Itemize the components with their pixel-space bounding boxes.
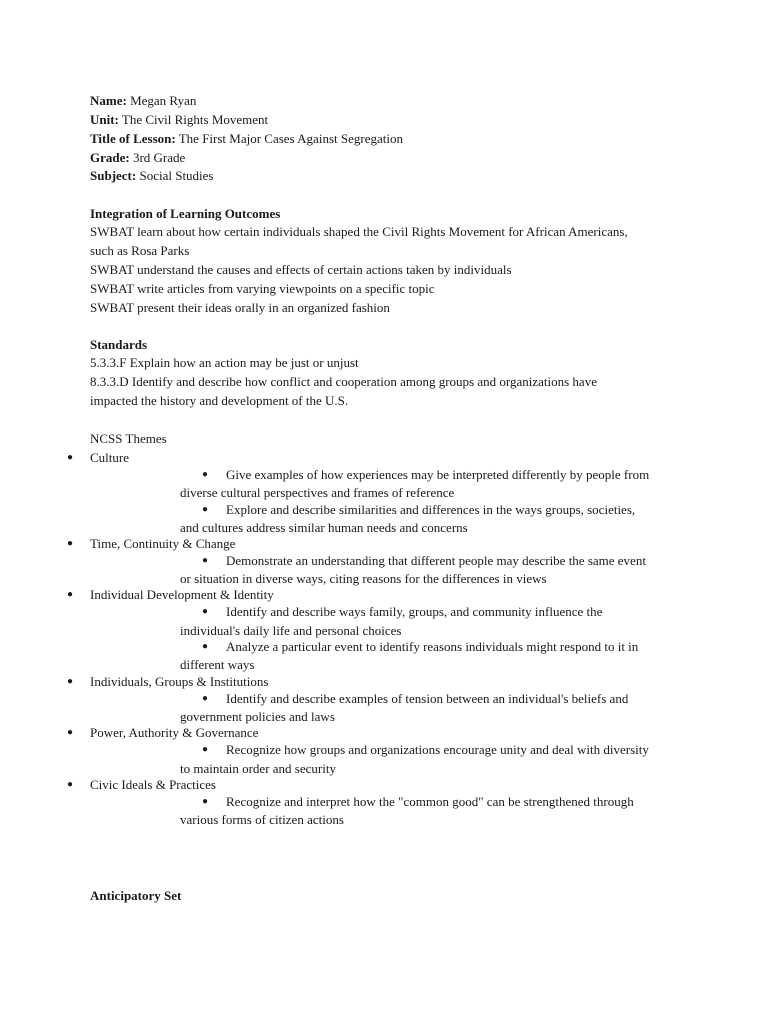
bullet-icon: ● [67, 727, 74, 738]
theme-item-line: Explore and describe similarities and differences in the ways groups, societies, [226, 502, 636, 517]
name-value: Megan Ryan [130, 93, 197, 108]
bullet-icon: ● [67, 538, 74, 549]
lesson-title-label: Title of Lesson: [90, 131, 176, 146]
theme-item-line: government policies and laws [180, 709, 335, 724]
name-label: Name: [90, 93, 127, 108]
theme-item-line: Identify and describe examples of tension between an individual's beliefs and [226, 691, 629, 706]
outcome-line: such as Rosa Parks [90, 243, 190, 258]
outcome-line: SWBAT present their ideas orally in an organized fashion [90, 300, 390, 315]
outcome-line: SWBAT understand the causes and effects of certain actions taken by individuals [90, 262, 512, 277]
anticipatory-set-heading: Anticipatory Set [90, 888, 182, 903]
theme-item-line: Recognize and interpret how the "common good" can be strengthened through [226, 794, 634, 809]
theme-item-line: Demonstrate an understanding that different people may describe the same event [226, 553, 646, 568]
theme-item-line: various forms of citizen actions [180, 812, 344, 827]
bullet-icon: ● [202, 641, 209, 652]
unit-line [90, 111, 268, 129]
outcomes-heading: Integration of Learning Outcomes [90, 206, 281, 221]
name-line [90, 92, 196, 110]
grade-label: Grade: [90, 150, 130, 165]
theme-item-line: Identify and describe ways family, groups, and community influence the [226, 604, 603, 619]
standard-line: 8.3.3.D Identify and describe how conflict and cooperation among groups and organizations have [90, 374, 597, 389]
theme-label: Culture [90, 450, 129, 465]
theme-item-line: Recognize how groups and organizations encourage unity and deal with diversity [226, 742, 649, 757]
subject-value: Social Studies [139, 168, 214, 183]
bullet-icon: ● [202, 606, 209, 617]
theme-item-line: Analyze a particular event to identify reasons individuals might respond to it in [226, 639, 639, 654]
grade-line [90, 149, 185, 167]
bullet-icon: ● [67, 779, 74, 790]
unit-value: The Civil Rights Movement [121, 112, 269, 127]
theme-item-line: Give examples of how experiences may be interpreted differently by people from [226, 467, 650, 482]
theme-label: Civic Ideals & Practices [90, 777, 216, 792]
standard-line: 5.3.3.F Explain how an action may be just or unjust [90, 355, 359, 370]
outcome-line: SWBAT write articles from varying viewpoints on a specific topic [90, 281, 435, 296]
bullet-icon: ● [67, 676, 74, 687]
theme-item-line: or situation in diverse ways, citing reasons for the differences in views [180, 571, 547, 586]
bullet-icon: ● [202, 796, 209, 807]
unit-label: Unit: [90, 112, 119, 127]
theme-label: Time, Continuity & Change [90, 536, 236, 551]
lesson-title-value: The First Major Cases Against Segregation [178, 131, 403, 146]
theme-label: Individual Development & Identity [90, 587, 274, 602]
theme-item-line: different ways [180, 657, 255, 672]
bullet-icon: ● [67, 452, 74, 463]
theme-label: Power, Authority & Governance [90, 725, 259, 740]
theme-item-line: and cultures address similar human needs and concerns [180, 520, 468, 535]
bullet-icon: ● [202, 469, 209, 480]
theme-item-line: individual's daily life and personal choices [180, 623, 402, 638]
bullet-icon: ● [202, 744, 209, 755]
grade-value: 3rd Grade [132, 150, 186, 165]
theme-item-line: diverse cultural perspectives and frames of reference [180, 485, 455, 500]
standard-line: impacted the history and development of the U.S. [90, 393, 349, 408]
subject-line [90, 167, 214, 185]
bullet-icon: ● [202, 693, 209, 704]
outcome-line: SWBAT learn about how certain individuals shaped the Civil Rights Movement for African Americans, [90, 224, 628, 239]
bullet-icon: ● [202, 504, 209, 515]
bullet-icon: ● [67, 589, 74, 600]
ncss-heading: NCSS Themes [90, 431, 167, 446]
lesson-title-line [90, 130, 403, 148]
theme-item-line: to maintain order and security [180, 761, 336, 776]
subject-label: Subject: [90, 168, 137, 183]
bullet-icon: ● [202, 555, 209, 566]
theme-label: Individuals, Groups & Institutions [90, 674, 269, 689]
standards-heading: Standards [90, 337, 148, 352]
